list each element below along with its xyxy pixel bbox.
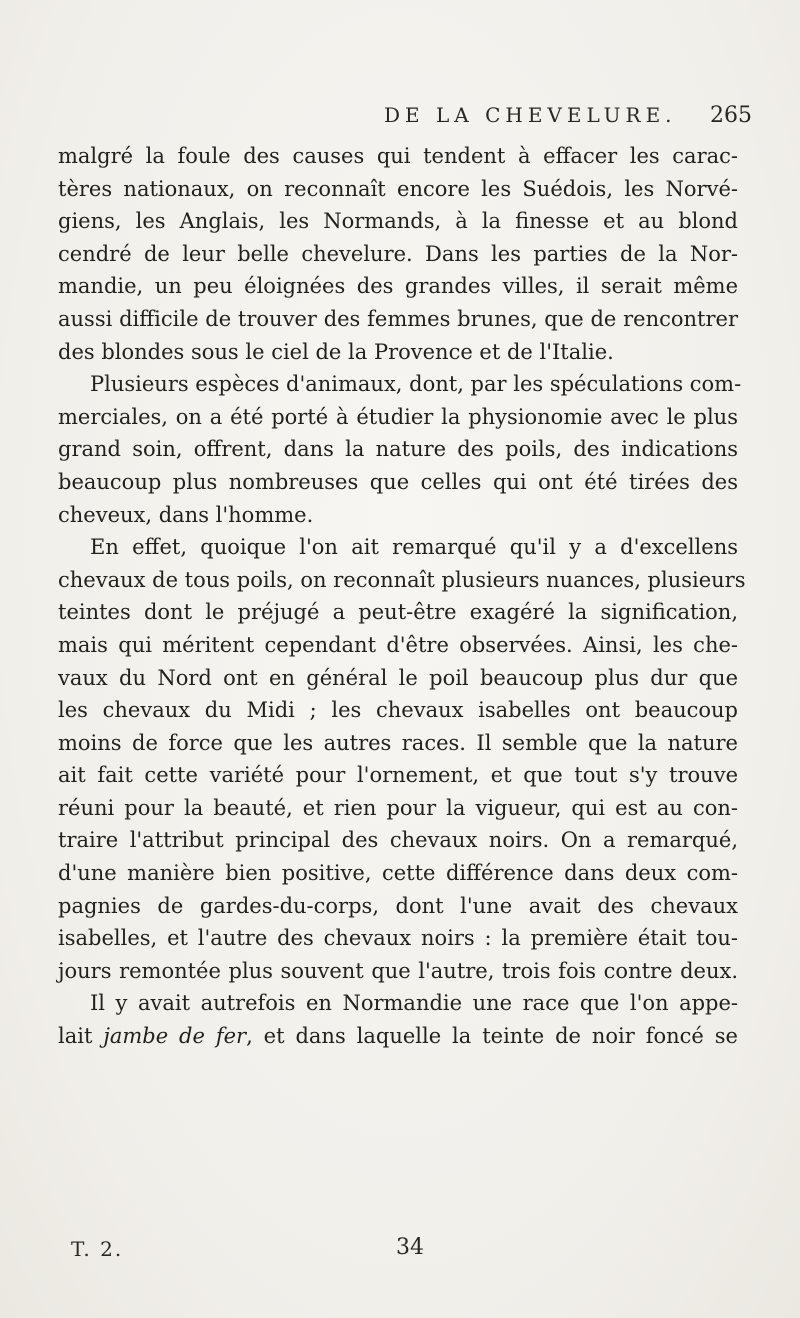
- text-line: grand soin, offrent, dans la nature des poils, des indications: [58, 437, 738, 462]
- text-line: Il y avait autrefois en Normandie une race que l'on appe-: [90, 991, 738, 1016]
- page-header: [0, 103, 800, 133]
- text-line: vaux du Nord ont en général le poil beaucoup plus dur que: [58, 665, 738, 690]
- text-line: teintes dont le préjugé a peut-être exagéré la signification,: [58, 600, 738, 625]
- text-line: isabelles, et l'autre des chevaux noirs : la première était tou-: [58, 926, 738, 951]
- text-line: moins de force que les autres races. Il semble que la nature: [58, 730, 738, 755]
- text-line: d'une manière bien positive, cette différence dans deux com-: [58, 861, 738, 886]
- text-line: ait fait cette variété pour l'ornement, et que tout s'y trouve: [58, 763, 738, 788]
- text-line: cheveux, dans l'homme.: [58, 502, 314, 527]
- text-line: mandie, un peu éloignées des grandes villes, il serait même: [58, 274, 738, 299]
- text-line: jours remontée plus souvent que l'autre, trois fois contre deux.: [58, 958, 738, 983]
- text-line: mais qui méritent cependant d'être observées. Ainsi, les che-: [58, 632, 738, 657]
- text-line: traire l'attribut principal des chevaux noirs. On a remarqué,: [58, 828, 738, 853]
- text-line-last: [58, 1020, 738, 1053]
- text-line: giens, les Anglais, les Normands, à la finesse et au blond: [58, 209, 738, 234]
- text-line: merciales, on a été porté à étudier la physionomie avec le plus: [58, 404, 738, 429]
- italic-term: jambe de fer: [103, 1024, 247, 1049]
- text-line: En effet, quoique l'on ait remarqué qu'il y a d'excellens: [90, 535, 738, 560]
- text-line: pagnies de gardes-du-corps, dont l'une avait des chevaux: [58, 893, 738, 918]
- text-line: aussi difficile de trouver des femmes brunes, que de rencontrer: [58, 306, 738, 331]
- text-line: des blondes sous le ciel de la Provence et de l'Italie.: [58, 339, 614, 364]
- text-line: Plusieurs espèces d'animaux, dont, par les spéculations com-: [90, 372, 742, 397]
- page-number: 265: [710, 103, 752, 128]
- text-line: cendré de leur belle chevelure. Dans les parties de la Nor-: [58, 241, 738, 266]
- text-fragment: , et dans laquelle la teinte de noir foncé se: [246, 1024, 738, 1049]
- sheet-number: 34: [396, 1235, 424, 1260]
- volume-signature: T. 2.: [71, 1237, 124, 1261]
- text-line: tères nationaux, on reconnaît encore les Suédois, les Norvé-: [58, 176, 738, 201]
- text-fragment: lait: [58, 1024, 104, 1049]
- text-line: chevaux de tous poils, on reconnaît plusieurs nuances, plusieurs: [58, 567, 746, 592]
- running-head: DE LA CHEVELURE.: [384, 103, 677, 127]
- body-text: [58, 140, 746, 1053]
- page-footer: [0, 1237, 800, 1267]
- text-line: réuni pour la beauté, et rien pour la vigueur, qui est au con-: [58, 795, 738, 820]
- text-line: les chevaux du Midi ; les chevaux isabelles ont beaucoup: [58, 698, 738, 723]
- text-line: beaucoup plus nombreuses que celles qui ont été tirées des: [58, 469, 738, 494]
- text-line: malgré la foule des causes qui tendent à effacer les carac-: [58, 144, 738, 168]
